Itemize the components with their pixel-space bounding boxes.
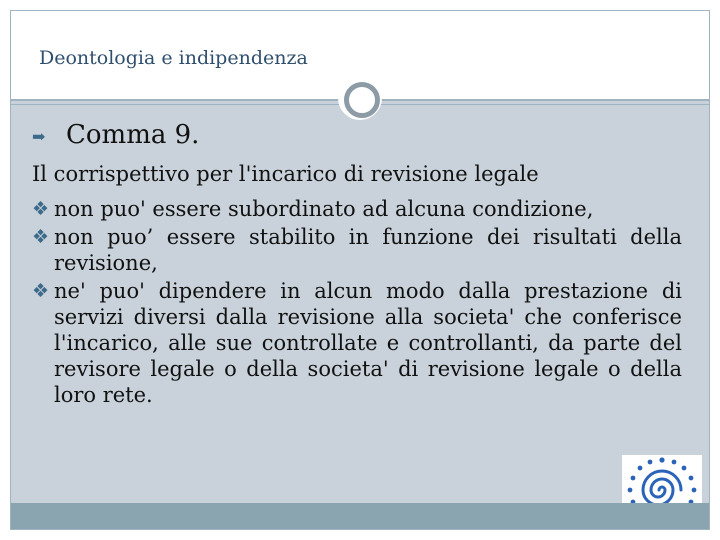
list-item-text: non puo’ essere stabilito in funzione dei risultati della revisione, xyxy=(54,225,682,275)
heading-text: Comma 9. xyxy=(66,120,200,150)
diamond-bullet-icon: ❖ xyxy=(32,226,50,248)
list-item-text: non puo' essere subordinato ad alcuna condizione, xyxy=(54,197,594,221)
curved-bullet-icon: ➡ xyxy=(32,126,46,146)
list-item xyxy=(32,196,682,222)
slide-heading xyxy=(32,120,199,150)
footer-bar xyxy=(11,503,709,529)
diamond-bullet-icon: ❖ xyxy=(32,280,50,302)
ring-ornament-icon xyxy=(338,76,382,120)
header-title: Deontologia e indipendenza xyxy=(39,47,308,69)
intro-text: Il corrispettivo per l'incarico di revisione legale xyxy=(32,162,539,186)
diamond-bullet-icon: ❖ xyxy=(32,198,50,220)
bullet-list xyxy=(32,196,682,410)
list-item xyxy=(32,224,682,276)
list-item xyxy=(32,278,682,408)
list-item-text: ne' puo' dipendere in alcun modo dalla prestazione di servizi diversi dalla revisione alla societa' che conferisce l'incarico, alle sue controllate e controllanti, da parte del revisore legale o della societa' di revisione legale o della loro rete. xyxy=(54,279,682,407)
